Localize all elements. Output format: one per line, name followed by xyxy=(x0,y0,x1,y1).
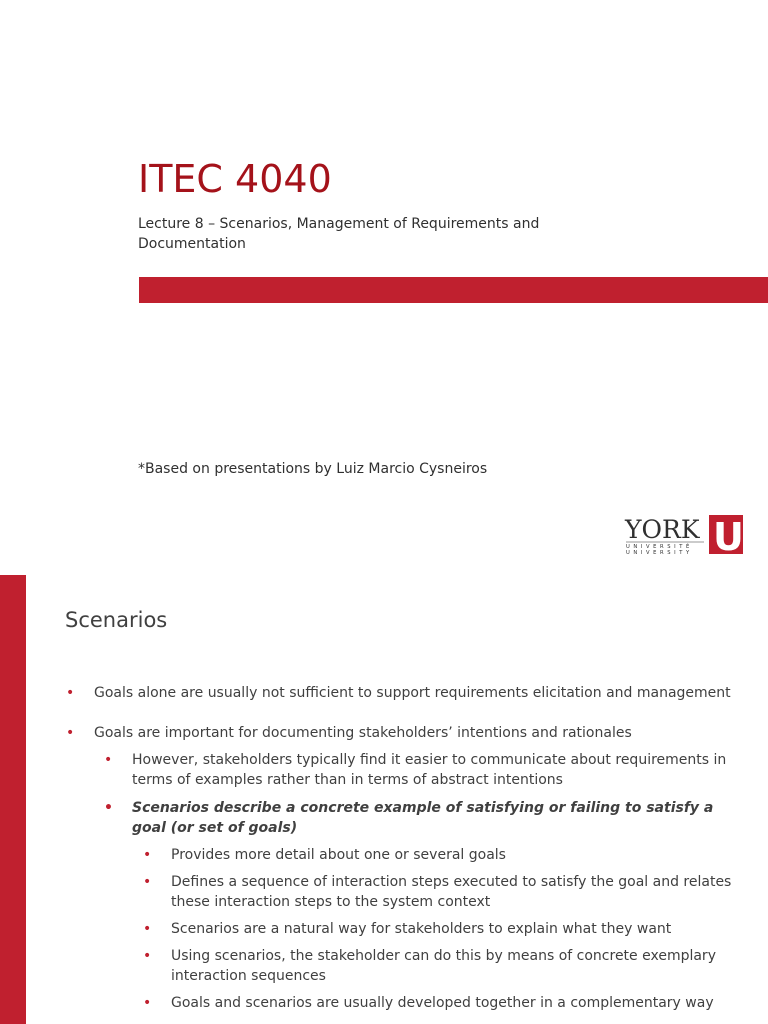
bullet-level3: • Scenarios are a natural way for stakeholders to explain what they want xyxy=(171,919,741,939)
bullet-level3: • Provides more detail about one or several goals xyxy=(171,845,741,865)
bullet-level2: • However, stakeholders typically find it easier to communicate about requirements in terms of examples rather than in terms of abstract intentions xyxy=(132,750,746,790)
title-accent-bar xyxy=(139,277,768,303)
scenarios-slide xyxy=(0,575,768,1024)
logo-line-universite: UNIVERSITÉ xyxy=(626,544,693,550)
bullet-level3: • Defines a sequence of interaction steps executed to satisfy the goal and relates these interaction steps to the system context xyxy=(171,872,741,912)
bullet-level3: • Goals and scenarios are usually developed together in a complementary way xyxy=(171,993,741,1013)
slide-side-accent xyxy=(0,575,26,1024)
bullet-level1: • Goals are important for documenting stakeholders’ intentions and rationales xyxy=(94,723,744,743)
york-university-logo xyxy=(624,512,748,556)
bullet-level3: • Using scenarios, the stakeholder can do this by means of concrete exemplary interaction sequences xyxy=(171,946,741,986)
logo-line-university: UNIVERSITY xyxy=(626,550,693,556)
credit-note: *Based on presentations by Luiz Marcio Cysneiros xyxy=(138,461,488,477)
logo-wordmark: YORK xyxy=(625,515,700,544)
bullet-level2-emphasis: • Scenarios describe a concrete example of satisfying or failing to satisfy a goal (or set of goals) xyxy=(132,798,746,838)
slide-subtitle: Lecture 8 – Scenarios, Management of Requirements and Documentation xyxy=(138,216,540,252)
slide-title: Scenarios xyxy=(65,608,168,632)
logo-emblem-u: U xyxy=(713,515,744,556)
slide-title: ITEC 4040 xyxy=(138,157,332,201)
bullet-level1: • Goals alone are usually not sufficient to support requirements elicitation and management xyxy=(94,683,744,703)
